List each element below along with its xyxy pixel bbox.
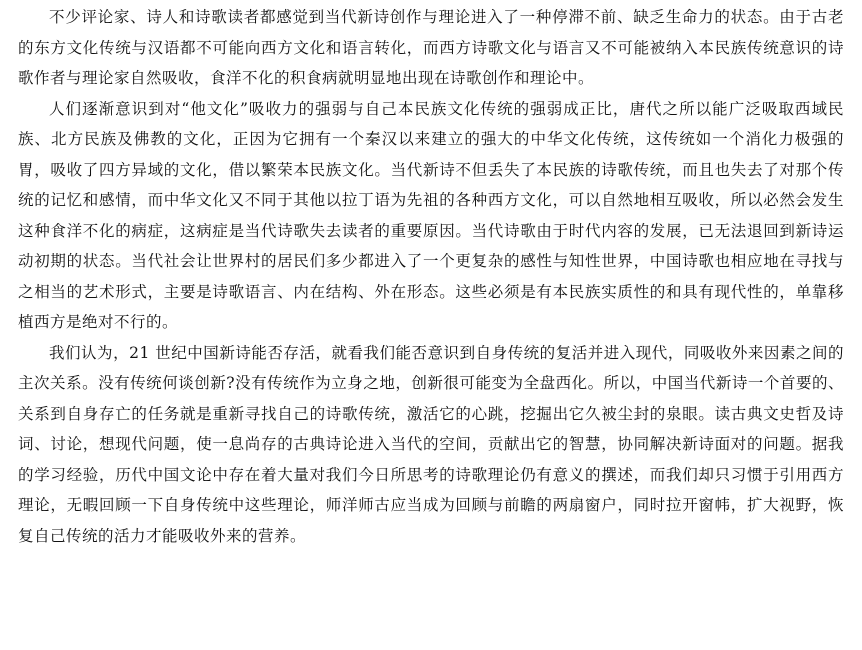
paragraph-3: 我们认为，21 世纪中国新诗能否存活，就看我们能否意识到自身传统的复活并进入现代，同吸收外来因素之间的主次关系。没有传统何谈创新?没有传统作为立身之地，创新很可能变为全盘西化。所以，中国当代新诗一个首要的、关系到自身存亡的任务就是重新寻找自己的诗歌传统，激活它的心跳，挖掘出它久被尘封的泉眼。读古典文史哲及诗词、讨论，想现代问题，使一息尚存的古典诗论进入当代的空间，贡献出它的智慧，协同解决新诗面对的问题。据我的学习经验，历代中国文论中存在着大量对我们今日所思考的诗歌理论仍有意义的撰述，而我们却只习惯于引用西方理论，无暇回顾一下自身传统中这些理论，师洋师古应当成为回顾与前瞻的两扇窗户，同时拉开窗帏，扩大视野，恢复自己传统的活力才能吸收外来的营养。	[18, 343, 844, 545]
paragraph-2: 人们逐渐意识到对“他文化”吸收力的强弱与自己本民族文化传统的强弱成正比，唐代之所以能广泛吸取西域民族、北方民族及佛教的文化，正因为它拥有一个秦汉以来建立的强大的中华文化传统，这传统如一个消化力极强的胃，吸收了四方异域的文化，借以繁荣本民族文化。当代新诗不但丢失了本民族的诗歌传统，而且也失去了对那个传统的记忆和感情，而中华文化又不同于其他以拉丁语为先祖的各种西方文化，可以自然地相互吸收，所以必然会发生这种食洋不化的病症，这病症是当代诗歌失去读者的重要原因。当代诗歌由于时代内容的发展，已无法退回到新诗运动初期的状态。当代社会让世界村的居民们多少都进入了一个更复杂的感性与知性世界，中国诗歌也相应地在寻找与之相当的艺术形式，主要是诗歌语言、内在结构、外在形态。这些必须是有本民族实质性的和具有现代性的，单靠移植西方是绝对不行的。	[18, 99, 844, 331]
paragraph-1: 不少评论家、诗人和诗歌读者都感觉到当代新诗创作与理论进入了一种停滞不前、缺乏生命力的状态。由于古老的东方文化传统与汉语都不可能向西方文化和语言转化，而西方诗歌文化与语言又不可能被纳入本民族传统意识的诗歌作者与理论家自然吸收，食洋不化的积食病就明显地出现在诗歌创作和理论中。	[18, 8, 844, 87]
